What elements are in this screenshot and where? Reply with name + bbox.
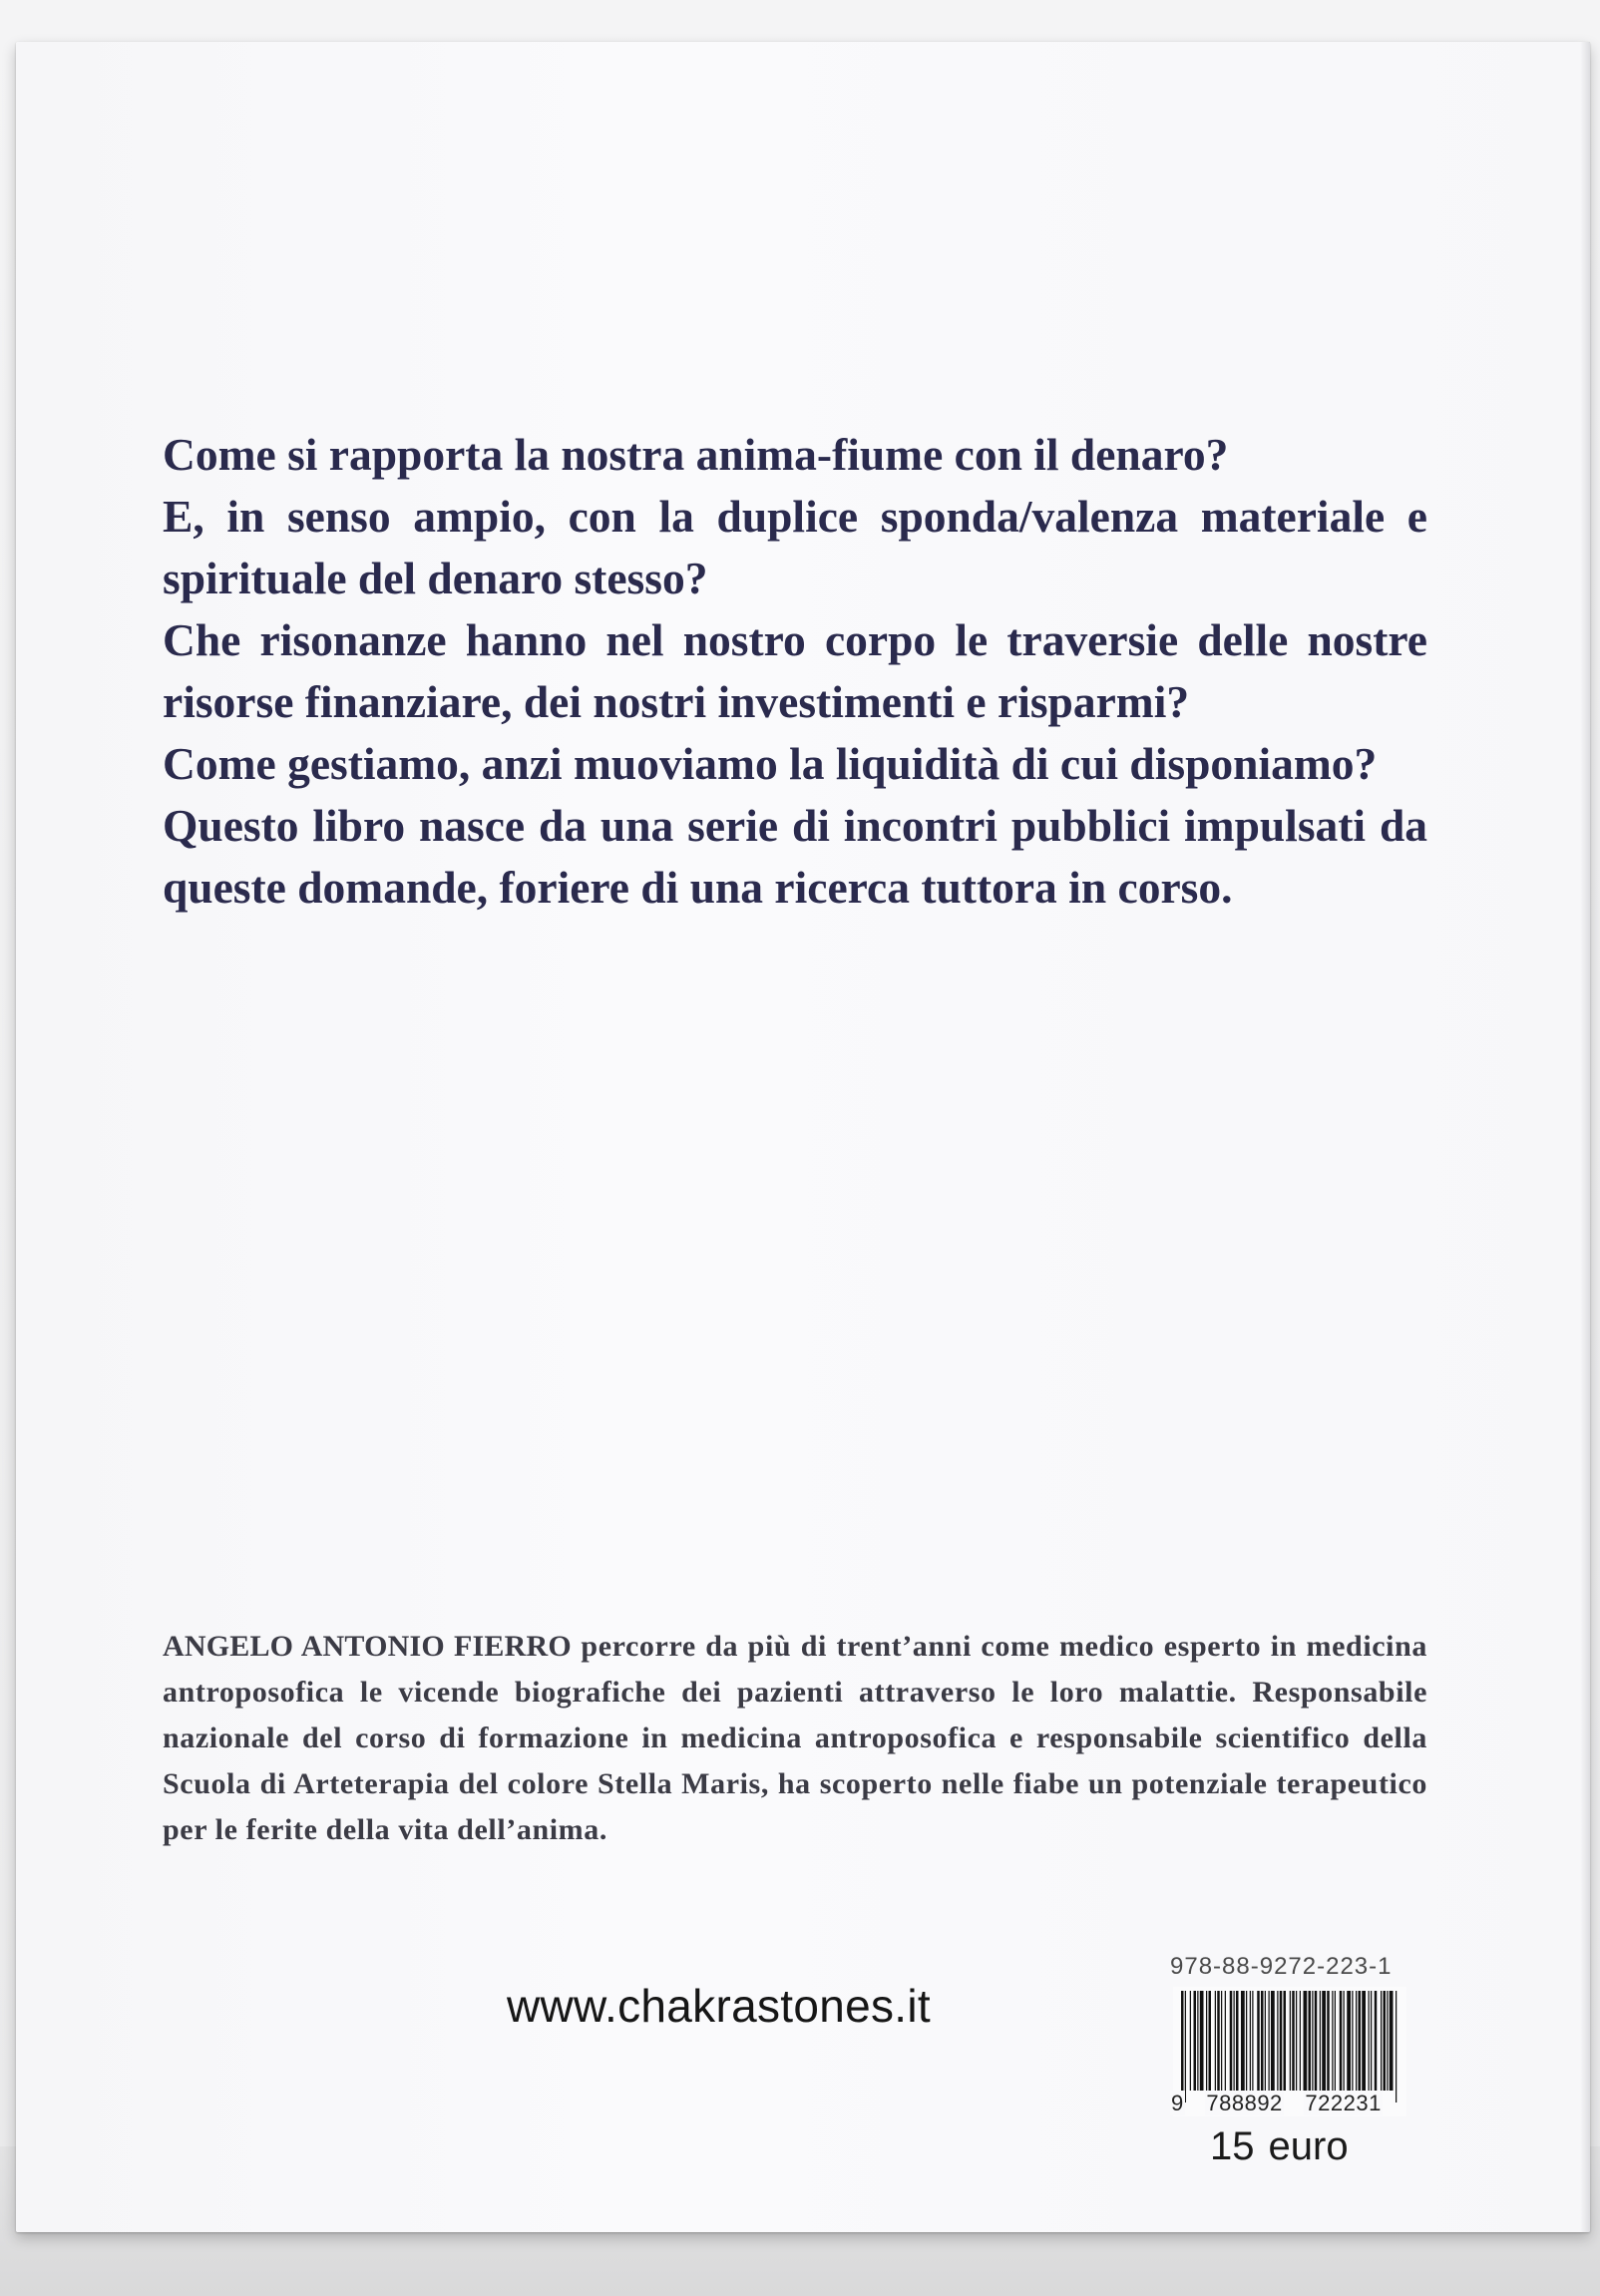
price-currency: euro [1268,2124,1349,2168]
barcode-digit-group-1: 788892 [1206,2091,1283,2115]
barcode-bar [1181,1991,1184,2103]
barcode-bar [1241,1991,1245,2091]
barcode-bar [1335,1991,1336,2091]
barcode-bar [1300,1991,1301,2091]
barcode-bar [1221,1991,1222,2091]
barcode-bar [1246,1991,1247,2091]
barcode-bar [1284,1991,1287,2091]
barcode-bar [1327,1991,1330,2091]
blurb-paragraph-5: Questo libro nasce da una serie di incontri pubblici impulsati da queste domande, foriere di una ricerca tuttora in corso. [163,800,1427,913]
barcode-bar [1340,1991,1343,2091]
barcode-bar [1197,1991,1198,2091]
barcode-bar [1225,1991,1226,2091]
barcode-bar [1190,1991,1191,2091]
barcode-bar [1292,1991,1295,2091]
price [1210,2124,1349,2169]
barcode-bar [1280,1991,1283,2091]
barcode-bar [1371,1991,1372,2091]
barcode-bar [1230,1991,1233,2091]
barcode-bar [1381,1991,1382,2091]
barcode-bar [1332,1991,1333,2091]
barcode-bar [1257,1991,1260,2091]
barcode-bar [1315,1991,1318,2091]
barcode-bar [1234,1991,1235,2091]
barcode-digit-first: 9 [1171,2091,1184,2115]
barcode-bar [1309,1991,1312,2103]
blurb-paragraph-3: Che risonanze hanno nel nostro corpo le traversie delle nostre risorse finanziare, dei nostri investimenti e risparmi? [163,614,1427,727]
price-amount: 15 [1210,2124,1255,2168]
barcode-bar [1265,1991,1266,2091]
barcode-bar [1215,1991,1216,2091]
book-back-cover [16,42,1590,2232]
barcode-bar [1320,1991,1321,2091]
barcode-bar [1375,1991,1378,2091]
barcode-bar [1312,1991,1313,2091]
barcode-bar [1236,1991,1239,2091]
barcode-bar [1271,1991,1275,2091]
barcode-bar [1217,1991,1220,2091]
barcode-bar [1369,1991,1370,2091]
blurb-paragraph-1: Come si rapporta la nostra anima-fiume con il denaro? [163,429,1229,480]
barcode-bar [1387,1991,1388,2091]
barcode-bar [1185,1991,1186,2103]
author-bio-text: percorre da più di trent’anni come medico esperto in medicina antroposofica le vicende biografiche dei pazienti attraverso le loro malattie. Responsabile nazionale del corso di formazione in medicina antroposofica e responsabile scientifico della Scuola di Arteterapia del colore Stella Maris, ha scoperto nelle fiabe un potenziale terapeutico per le ferite della vita dell’anima. [163,1630,1427,1846]
barcode-digit-group-2: 722231 [1305,2091,1382,2115]
barcode-bar [1356,1991,1357,2091]
blurb-paragraph-4: Come gestiamo, anzi muoviamo la liquidità di cui disponiamo? [163,738,1378,789]
barcode-bar [1344,1991,1345,2091]
barcode-bar [1252,1991,1253,2091]
barcode-digits [1170,2091,1409,2116]
barcode-bar [1209,1991,1212,2091]
barcode-bar [1200,1991,1204,2091]
barcode-bar [1277,1991,1278,2091]
barcode-bar [1390,1991,1394,2091]
barcode-bar [1384,1991,1387,2091]
website-url: www.chakrastones.it [507,1980,931,2032]
barcode-bar [1304,1991,1308,2091]
blurb [163,424,1427,919]
barcode-bar [1352,1991,1353,2091]
barcode-bar [1250,1991,1251,2091]
author-bio [163,1624,1427,1853]
isbn-number: 978-88-9272-223-1 [1170,1953,1393,1980]
author-name: ANGELO ANTONIO FIERRO [163,1630,572,1663]
blurb-paragraph-2: E, in senso ampio, con la duplice sponda/valenza materiale e spirituale del denaro stesso? [163,491,1427,603]
barcode-bar [1359,1991,1362,2091]
barcode-bar [1296,1991,1297,2091]
cover-edge-shadow [1580,42,1590,2232]
barcode-bar [1194,1991,1197,2091]
barcode-bar [1347,1991,1351,2091]
barcode-bar [1396,1991,1397,2103]
barcode-bar [1322,1991,1326,2091]
barcode-bar [1261,1991,1264,2091]
barcode-bar [1362,1991,1366,2091]
barcode-bar [1269,1991,1270,2091]
barcode-bar [1290,1991,1291,2091]
barcode-bar [1206,1991,1207,2091]
